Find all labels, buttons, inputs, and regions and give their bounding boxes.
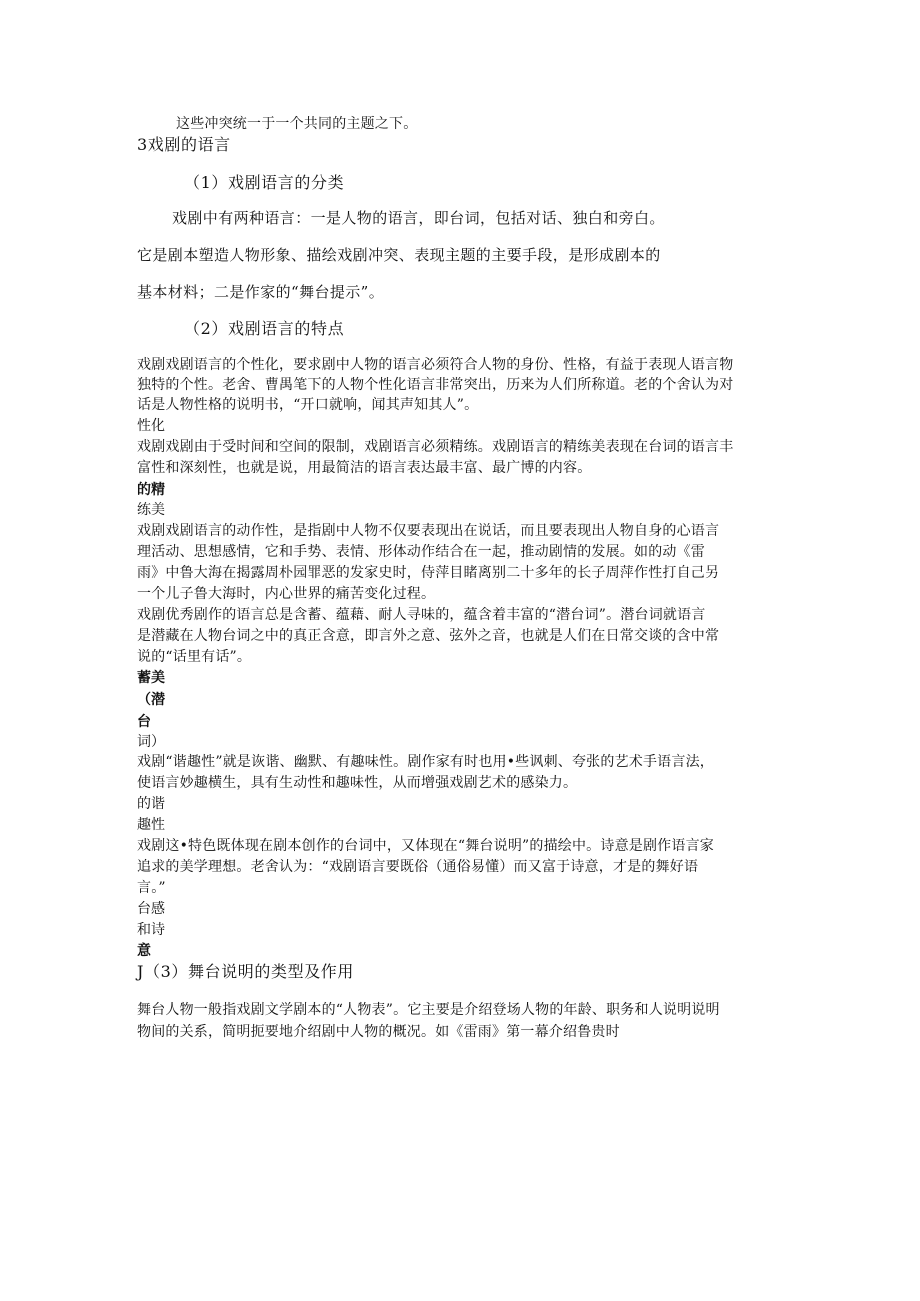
margin-note: 趣性 xyxy=(137,817,165,833)
block6-line: 言。” xyxy=(137,880,166,896)
block3-line: 一个儿子鲁大海时，内心世界的痛苦变化过程。 xyxy=(137,586,436,602)
subsection-title-2: （2）戏剧语言的特点 xyxy=(184,319,345,338)
margin-note: 台感 xyxy=(137,901,165,917)
paragraph-line: 基本材料；二是作家的“舞台提示”。 xyxy=(137,283,385,301)
intro-line: 这些冲突统一于一个共同的主题之下。 xyxy=(176,116,418,132)
margin-note: 练美 xyxy=(137,502,165,518)
block6-line: 戏剧这•特色既体现在剧本创作的台词中，又体现在“舞台说明”的描绘中。诗意是剧作语言家 xyxy=(137,838,714,854)
section-title: 3戏剧的语言 xyxy=(137,135,231,154)
block1-line: 独特的个性。老舍、曹禺笔下的人物个性化语言非常突出，历来为人们所称道。老的个舍认为对 xyxy=(137,377,734,393)
paragraph-line: 戏剧中有两种语言：一是人物的语言，即台词，包括对话、独白和旁白。 xyxy=(172,209,665,227)
block1-line: 话是人物性格的说明书，“开口就响，闻其声知其人”。 xyxy=(137,397,479,413)
margin-note: 台 xyxy=(137,714,151,730)
paragraph-line: 它是剧本塑造人物形象、描绘戏剧冲突、表现主题的主要手段，是形成剧本的 xyxy=(137,246,661,264)
block3-line: 雨》中鲁大海在揭露周朴园罪恶的发家史时，侍萍目睹离别二十多年的长子周萍作性打自己另 xyxy=(137,565,720,581)
margin-note: 性化 xyxy=(137,418,165,434)
margin-note: 的谐 xyxy=(137,796,165,812)
block4-line: 是潜藏在人物台词之中的真正含意，即言外之意、弦外之音，也就是人们在日常交谈的含中常 xyxy=(137,628,720,644)
block3-line: 理活动、思想感情，它和手势、表情、形体动作结合在一起，推动剧情的发展。如的动《雷 xyxy=(137,544,705,560)
block7-line: 舞台人物一般指戏剧文学剧本的“人物表”。它主要是介绍登场人物的年龄、职务和人说明说明 xyxy=(137,1002,720,1018)
block2-line: 戏剧戏剧由于受时间和空间的限制，戏剧语言必须精练。戏剧语言的精练美表现在台词的语言丰 xyxy=(137,439,734,455)
block7-line: 物间的关系，简明扼要地介绍剧中人物的概况。如《雷雨》第一幕介绍鲁贵时 xyxy=(137,1024,620,1040)
margin-note: 的精 xyxy=(137,482,165,498)
margin-note: （潜 xyxy=(137,692,165,708)
margin-note: 词） xyxy=(137,734,165,750)
margin-note: 意 xyxy=(137,943,151,959)
block1-line: 戏剧戏剧语言的个性化，要求剧中人物的语言必须符合人物的身份、性格，有益于表现人语言物 xyxy=(137,357,734,373)
block4-line: 戏剧优秀剧作的语言总是含蓄、蕴藉、耐人寻味的，蕴含着丰富的“潜台词”。潜台词就语言 xyxy=(137,607,706,623)
subsection-title-1: （1）戏剧语言的分类 xyxy=(184,173,345,192)
margin-note: 蓄美 xyxy=(137,670,165,686)
subsection-title-3: J（3）舞台说明的类型及作用 xyxy=(137,962,354,981)
block5-line: 戏剧“谐趣性”就是诙谐、幽默、有趣味性。剧作家有时也用•些讽刺、夸张的艺术手语言法， xyxy=(137,754,714,770)
block6-line: 追求的美学理想。老舍认为：“戏剧语言要既俗（通俗易懂）而又富于诗意，才是的舞好语 xyxy=(137,859,699,875)
block2-line: 富性和深刻性，也就是说，用最简洁的语言表达最丰富、最广博的内容。 xyxy=(137,460,592,476)
block3-line: 戏剧戏剧语言的动作性，是指剧中人物不仅要表现出在说话，而且要表现出人物自身的心语言 xyxy=(137,523,720,539)
block4-line: 说的“话里有话”。 xyxy=(137,649,252,665)
block5-line: 使语言妙趣横生，具有生动性和趣味性，从而增强戏剧艺术的感染力。 xyxy=(137,775,578,791)
margin-note: 和诗 xyxy=(137,922,165,938)
